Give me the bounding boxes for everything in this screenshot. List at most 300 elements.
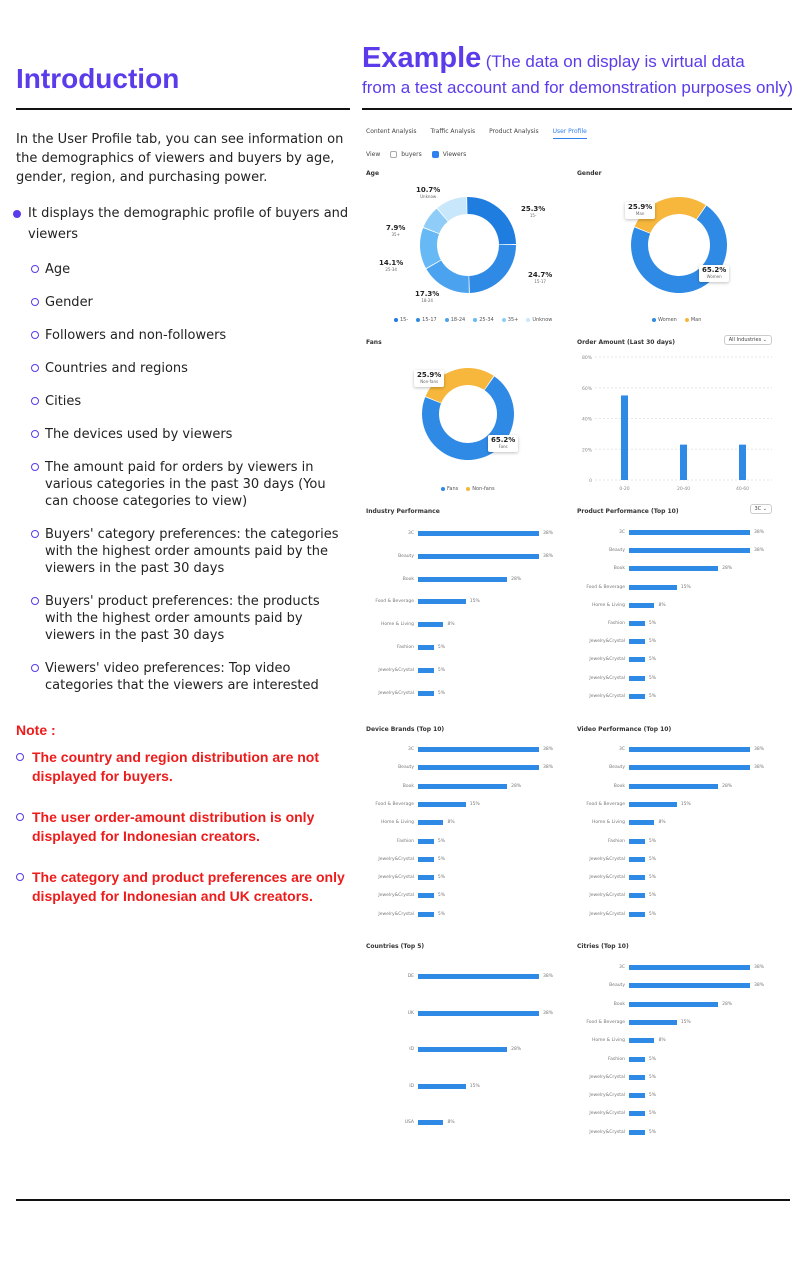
bar-category-label: 3C [407, 747, 414, 752]
bar [629, 1130, 645, 1135]
dashboard-tabs [362, 128, 792, 139]
bar [629, 676, 645, 681]
tab-product-analysis[interactable]: Product Analysis [489, 128, 539, 135]
bar-row [577, 839, 656, 844]
bar-row [366, 765, 553, 770]
bar-category-label: Jewelry&Crystal [589, 875, 625, 881]
bar-value-label: 5% [437, 856, 446, 862]
fans-panel [366, 339, 571, 499]
bar-row [577, 676, 656, 681]
bar-value-label: 15% [469, 599, 480, 605]
bar [418, 875, 434, 880]
bar-row [577, 875, 656, 880]
bar-category-label: Jewelry&Crystal [589, 693, 625, 699]
gender-legend: Women Man [652, 317, 701, 323]
panel-title: Citries (Top 10) [577, 943, 629, 950]
bar-category-label: Jewelry&Crystal [589, 639, 625, 645]
example-section [362, 42, 793, 158]
bar-row [577, 566, 732, 571]
bar-value-label: 5% [437, 911, 446, 917]
bar-value-label: 38% [754, 765, 765, 771]
bar-value-label: 8% [447, 622, 455, 628]
donut-slice [426, 260, 468, 293]
age-label-unknow: 10.7% Unknow [416, 186, 441, 199]
buyers-label: buyers [401, 151, 422, 158]
video-performance-panel [577, 726, 782, 926]
bar-category-label: Jewelry&Crystal [589, 1111, 625, 1117]
bar-value-label: 28% [511, 783, 522, 789]
list-item: Gender [16, 294, 350, 311]
feature-list [16, 261, 350, 694]
bar [418, 765, 539, 770]
list-item: Buyers' product preferences: the products with the highest order amounts paid by viewers in the past 30 days [16, 593, 350, 644]
bar [629, 657, 645, 662]
bar-category-label: 3C [618, 530, 625, 535]
bar [629, 875, 645, 880]
viewers-label: Viewers [442, 151, 467, 158]
bar-row [366, 802, 480, 807]
bar-row [366, 974, 553, 979]
view-label: View [366, 151, 381, 158]
bar [629, 585, 677, 590]
donut-slice [420, 228, 441, 268]
bar [629, 912, 645, 917]
bar-category-label: Fashion [397, 838, 414, 844]
bar-category-label: Book [613, 783, 625, 789]
bar-value-label: 15% [680, 584, 691, 590]
bar [629, 694, 645, 699]
bar-value-label: 28% [722, 783, 733, 789]
bar-value-label: 15% [469, 1083, 480, 1089]
bar-category-label: Food & Beverage [586, 584, 625, 590]
bar-category-label: Jewelry&Crystal [589, 1093, 625, 1099]
divider [362, 108, 792, 110]
bar [418, 554, 539, 559]
bar-value-label: 38% [543, 553, 554, 559]
footer-divider [16, 1199, 790, 1201]
bar-value-label: 5% [648, 657, 657, 663]
bar-value-label: 5% [437, 645, 446, 650]
bar-value-label: 5% [648, 1093, 657, 1099]
panel-title: Product Performance (Top 10) [577, 508, 679, 515]
bar [629, 1057, 645, 1062]
bar-value-label: 5% [648, 875, 657, 881]
bar-category-label: Beauty [398, 553, 414, 559]
bar-category-label: Jewelry&Crystal [378, 856, 414, 862]
y-tick-label: 0 [589, 479, 592, 484]
bar-row [577, 1111, 656, 1116]
x-tick-label: 40-60 [735, 487, 750, 492]
bar-category-label: Fashion [608, 838, 625, 844]
bar [418, 1011, 539, 1016]
bar-value-label: 5% [648, 639, 657, 645]
bar-value-label: 28% [722, 1001, 733, 1007]
bar-row [366, 784, 521, 789]
bar-category-label: USA [404, 1120, 414, 1125]
bar [418, 893, 434, 898]
bar-row [366, 747, 553, 752]
bar-value-label: 38% [543, 765, 554, 771]
bar-row [577, 1020, 691, 1025]
bar-category-label: Food & Beverage [375, 599, 414, 605]
bar-row [577, 1093, 656, 1098]
age-label-18-24: 17.3% 18-24 [415, 290, 440, 303]
bar-category-label: Jewelry&Crystal [378, 875, 414, 881]
bar-row [366, 875, 445, 880]
product-performance-panel [577, 508, 782, 708]
panel-title: Industry Performance [366, 508, 440, 515]
bar-row [366, 1120, 455, 1125]
bar-category-label: ID [409, 1083, 414, 1089]
list-item: The devices used by viewers [16, 426, 350, 443]
panel-title: Video Performance (Top 10) [577, 726, 672, 733]
order-amount-panel [577, 339, 782, 499]
bar-value-label: 5% [437, 875, 446, 881]
y-tick-label: 80% [581, 356, 592, 361]
note-item: The category and product preferences are only displayed for Indonesian and UK creators. [16, 868, 350, 906]
bar-value-label: 5% [437, 838, 446, 844]
bar-category-label: Jewelry&Crystal [378, 911, 414, 917]
bar-category-label: UK [407, 1010, 414, 1016]
bar-value-label: 15% [680, 1019, 691, 1025]
countries-panel [366, 943, 571, 1143]
fans-legend: Fans Non-fans [441, 486, 495, 492]
list-item: Cities [16, 393, 350, 410]
bar-row [577, 893, 656, 898]
age-legend: 15- 15-17 18-24 25-34 35+ Unknow [394, 317, 552, 323]
bar-category-label: DE [407, 974, 414, 979]
bar-value-label: 5% [648, 1129, 657, 1135]
age-donut-chart [366, 178, 571, 318]
fans-donut-chart [366, 347, 571, 487]
list-item: Countries and regions [16, 360, 350, 377]
bar-row [577, 747, 764, 752]
bar-category-label: Fashion [608, 1056, 625, 1062]
bar-value-label: 5% [437, 667, 446, 673]
bar-value-label: 38% [754, 983, 765, 989]
bar-category-label: Jewelry&Crystal [589, 856, 625, 862]
bar-category-label: Home & Living [591, 602, 625, 608]
bar-category-label: Beauty [609, 983, 625, 989]
bar-category-label: Food & Beverage [375, 801, 414, 807]
bar-row [577, 857, 656, 862]
bar-row [577, 530, 764, 535]
industry-select[interactable]: All Industries ⌄ [724, 335, 772, 345]
list-item: Buyers' category preferences: the categories with the highest order amounts paid by the viewers in the past 30 days [16, 526, 350, 577]
bar [418, 1120, 443, 1125]
bar [418, 1047, 507, 1052]
bar [418, 577, 507, 582]
bar [629, 1093, 645, 1098]
bar-row [577, 820, 666, 825]
bar-row [366, 1084, 480, 1089]
video-bars [577, 726, 782, 926]
order-bar [680, 445, 687, 480]
bar-row [577, 621, 656, 626]
age-label-25-34: 14.1% 25-34 [379, 259, 404, 272]
list-item: Followers and non-followers [16, 327, 350, 344]
note-item: The user order-amount distribution is only displayed for Indonesian creators. [16, 808, 350, 846]
y-tick-label: 60% [581, 386, 592, 392]
device-brands-panel [366, 726, 571, 926]
bar-row [577, 603, 666, 608]
bar-row [577, 585, 691, 590]
product-bars [577, 508, 782, 708]
bar [418, 974, 539, 979]
age-label-35: 7.9% 35+ [386, 224, 406, 237]
bar-value-label: 5% [648, 911, 657, 917]
bar [629, 765, 750, 770]
bar-row [577, 548, 764, 553]
bar-category-label: Beauty [398, 765, 414, 771]
age-label-15-17: 24.7% 15-17 [528, 271, 553, 284]
bar [629, 548, 750, 553]
bar-value-label: 5% [648, 621, 657, 626]
bar-category-label: Jewelry&Crystal [589, 1074, 625, 1080]
bar [629, 820, 654, 825]
x-tick-label: 0-20 [619, 487, 630, 492]
y-tick-label: 40% [581, 417, 592, 423]
bar-value-label: 8% [658, 1038, 666, 1044]
gender-donut-chart [577, 178, 782, 318]
bar-category-label: Jewelry&Crystal [589, 911, 625, 917]
bar-row [366, 622, 455, 627]
bar-value-label: 5% [648, 1074, 657, 1080]
bar [629, 1002, 718, 1007]
bar-row [577, 802, 691, 807]
bar-row [366, 893, 445, 898]
bar [629, 965, 750, 970]
bar-row [577, 639, 656, 644]
bar-category-label: Beauty [609, 548, 625, 554]
bar-row [577, 694, 656, 699]
bar [418, 645, 434, 650]
bar-row [577, 784, 732, 789]
bar-row [366, 577, 521, 582]
viewers-checkbox[interactable] [432, 151, 439, 158]
bar [629, 802, 677, 807]
bar-row [366, 668, 445, 673]
bar-value-label: 38% [543, 531, 554, 536]
bar-row [366, 691, 445, 696]
bar-row [577, 983, 764, 988]
bar-value-label: 38% [754, 548, 765, 554]
bar-category-label: Jewelry&Crystal [589, 1129, 625, 1135]
bar [629, 621, 645, 626]
bar [629, 1075, 645, 1080]
bar [629, 1038, 654, 1043]
bar [629, 566, 718, 571]
bar-category-label: Jewelry&Crystal [378, 690, 414, 696]
bar [629, 747, 750, 752]
bar [418, 599, 466, 604]
panel-title: Order Amount (Last 30 days) [577, 339, 675, 346]
list-item: Age [16, 261, 350, 278]
bar-category-label: Food & Beverage [586, 1019, 625, 1025]
panel-title: Gender [577, 170, 602, 177]
bar-category-label: Jewelry&Crystal [589, 657, 625, 663]
bar-category-label: Food & Beverage [586, 801, 625, 807]
bar-category-label: Fashion [397, 645, 414, 650]
bar-row [577, 1130, 656, 1135]
introduction-title: Introduction [16, 63, 180, 94]
bar-value-label: 38% [543, 747, 554, 752]
note-list [16, 748, 350, 906]
bar-category-label: Jewelry&Crystal [589, 675, 625, 681]
bar-category-label: ID [409, 1047, 414, 1052]
bar-row [366, 531, 553, 536]
donut-slice [467, 197, 516, 244]
bar-value-label: 28% [511, 576, 522, 582]
bar [418, 802, 466, 807]
bar-value-label: 5% [437, 690, 446, 696]
bar-row [366, 554, 553, 559]
bar-value-label: 5% [648, 675, 657, 681]
bar-row [366, 599, 480, 604]
bar-value-label: 28% [511, 1047, 522, 1052]
bar-category-label: 3C [618, 747, 625, 752]
bar-value-label: 38% [543, 1010, 554, 1016]
bar-row [366, 912, 445, 917]
order-amount-bar-chart [577, 349, 782, 499]
bar-category-label: Book [613, 1001, 625, 1007]
bar-category-label: Home & Living [591, 820, 625, 826]
bar-row [577, 765, 764, 770]
bar [418, 531, 539, 536]
gender-panel [577, 170, 782, 330]
bar-row [577, 1075, 656, 1080]
age-panel [366, 170, 571, 330]
x-tick-label: 20-40 [676, 487, 691, 492]
main-bullet: It displays the demographic profile of buyers and viewers [16, 203, 350, 245]
bar-value-label: 5% [648, 893, 657, 899]
bar-row [577, 912, 656, 917]
age-label-15: 25.3% 15- [521, 205, 546, 218]
bar-value-label: 5% [648, 856, 657, 862]
bar-category-label: Book [402, 576, 414, 582]
bar-value-label: 15% [469, 801, 480, 807]
bar [629, 639, 645, 644]
list-item: The amount paid for orders by viewers in various categories in the past 30 days (You can choose categories to view) [16, 459, 350, 510]
bar-category-label: 3C [407, 531, 414, 536]
bar [418, 1084, 466, 1089]
bar [418, 747, 539, 752]
bar-category-label: Jewelry&Crystal [589, 893, 625, 899]
bar-row [577, 1057, 656, 1062]
tab-user-profile[interactable]: User Profile [553, 128, 587, 139]
example-heading: Example [362, 42, 482, 74]
bar [418, 691, 434, 696]
bar-category-label: Home & Living [380, 820, 414, 826]
fans-label-nonfans: 25.9% Non-fans [414, 370, 444, 387]
category-select[interactable]: 3C ⌄ [750, 504, 772, 514]
bar [418, 839, 434, 844]
bar-value-label: 15% [680, 801, 691, 807]
panel-title: Age [366, 170, 380, 177]
bar-value-label: 8% [447, 820, 455, 826]
bar-value-label: 5% [648, 838, 657, 844]
bar-value-label: 5% [437, 893, 446, 899]
bar-value-label: 28% [722, 566, 733, 572]
countries-bars [366, 943, 571, 1143]
bar-category-label: Jewelry&Crystal [378, 667, 414, 673]
fans-label-fans: 65.2% Fans [488, 435, 518, 452]
bar-category-label: Beauty [609, 765, 625, 771]
bar-category-label: Fashion [608, 621, 625, 626]
industry-performance-panel [366, 508, 571, 708]
bar [629, 603, 654, 608]
bar [418, 784, 507, 789]
bar-value-label: 38% [754, 747, 765, 752]
bar-row [366, 857, 445, 862]
bar-category-label: Book [613, 566, 625, 572]
bar-category-label: Jewelry&Crystal [378, 893, 414, 899]
note-item: The country and region distribution are not displayed for buyers. [16, 748, 350, 786]
industry-bars [366, 508, 571, 708]
example-subtitle-2: from a test account and for demonstration purposes only) [362, 78, 793, 97]
bar [629, 893, 645, 898]
divider [16, 108, 350, 110]
bar [629, 784, 718, 789]
note-title: Note : [16, 722, 56, 738]
bar-row [366, 1011, 553, 1016]
bar-row [366, 839, 445, 844]
bar [418, 820, 443, 825]
bar [418, 912, 434, 917]
bar-row [577, 657, 656, 662]
bar [418, 857, 434, 862]
bar-value-label: 8% [447, 1120, 455, 1125]
bar-value-label: 38% [754, 965, 765, 970]
bar-row [577, 1038, 666, 1043]
y-tick-label: 20% [581, 448, 592, 454]
bar-row [366, 645, 445, 650]
bar-category-label: Home & Living [380, 622, 414, 628]
cities-bars [577, 943, 782, 1143]
gender-label-women: 65.2% Women [699, 265, 729, 282]
order-bar [739, 445, 746, 480]
tab-content-analysis[interactable]: Content Analysis [366, 128, 417, 135]
bar-category-label: Home & Living [591, 1038, 625, 1044]
bar [629, 839, 645, 844]
bar [629, 983, 750, 988]
donut-slice [469, 245, 516, 293]
bar-value-label: 38% [543, 974, 554, 979]
bar-row [577, 1002, 732, 1007]
bar [629, 530, 750, 535]
bar [418, 622, 443, 627]
bar-value-label: 8% [658, 820, 666, 826]
bar [629, 1020, 677, 1025]
bar-value-label: 8% [658, 602, 666, 608]
bar [629, 1111, 645, 1116]
example-title [362, 42, 793, 100]
bar-value-label: 5% [648, 1111, 657, 1117]
gender-label-man: 25.9% Man [625, 202, 655, 219]
bar-value-label: 5% [648, 1056, 657, 1062]
device-bars [366, 726, 571, 926]
panel-title: Fans [366, 339, 382, 346]
cities-panel [577, 943, 782, 1143]
buyers-checkbox[interactable] [390, 151, 397, 158]
panel-title: Device Brands (Top 10) [366, 726, 445, 733]
panel-title: Countries (Top 5) [366, 943, 425, 950]
bar-row [577, 965, 764, 970]
bar-value-label: 38% [754, 530, 765, 535]
tab-traffic-analysis[interactable]: Traffic Analysis [430, 128, 476, 135]
intro-lead: In the User Profile tab, you can see information on the demographics of viewers and buyers by age, gender, region, and purchasing power. [16, 132, 344, 185]
order-bar [621, 395, 628, 480]
